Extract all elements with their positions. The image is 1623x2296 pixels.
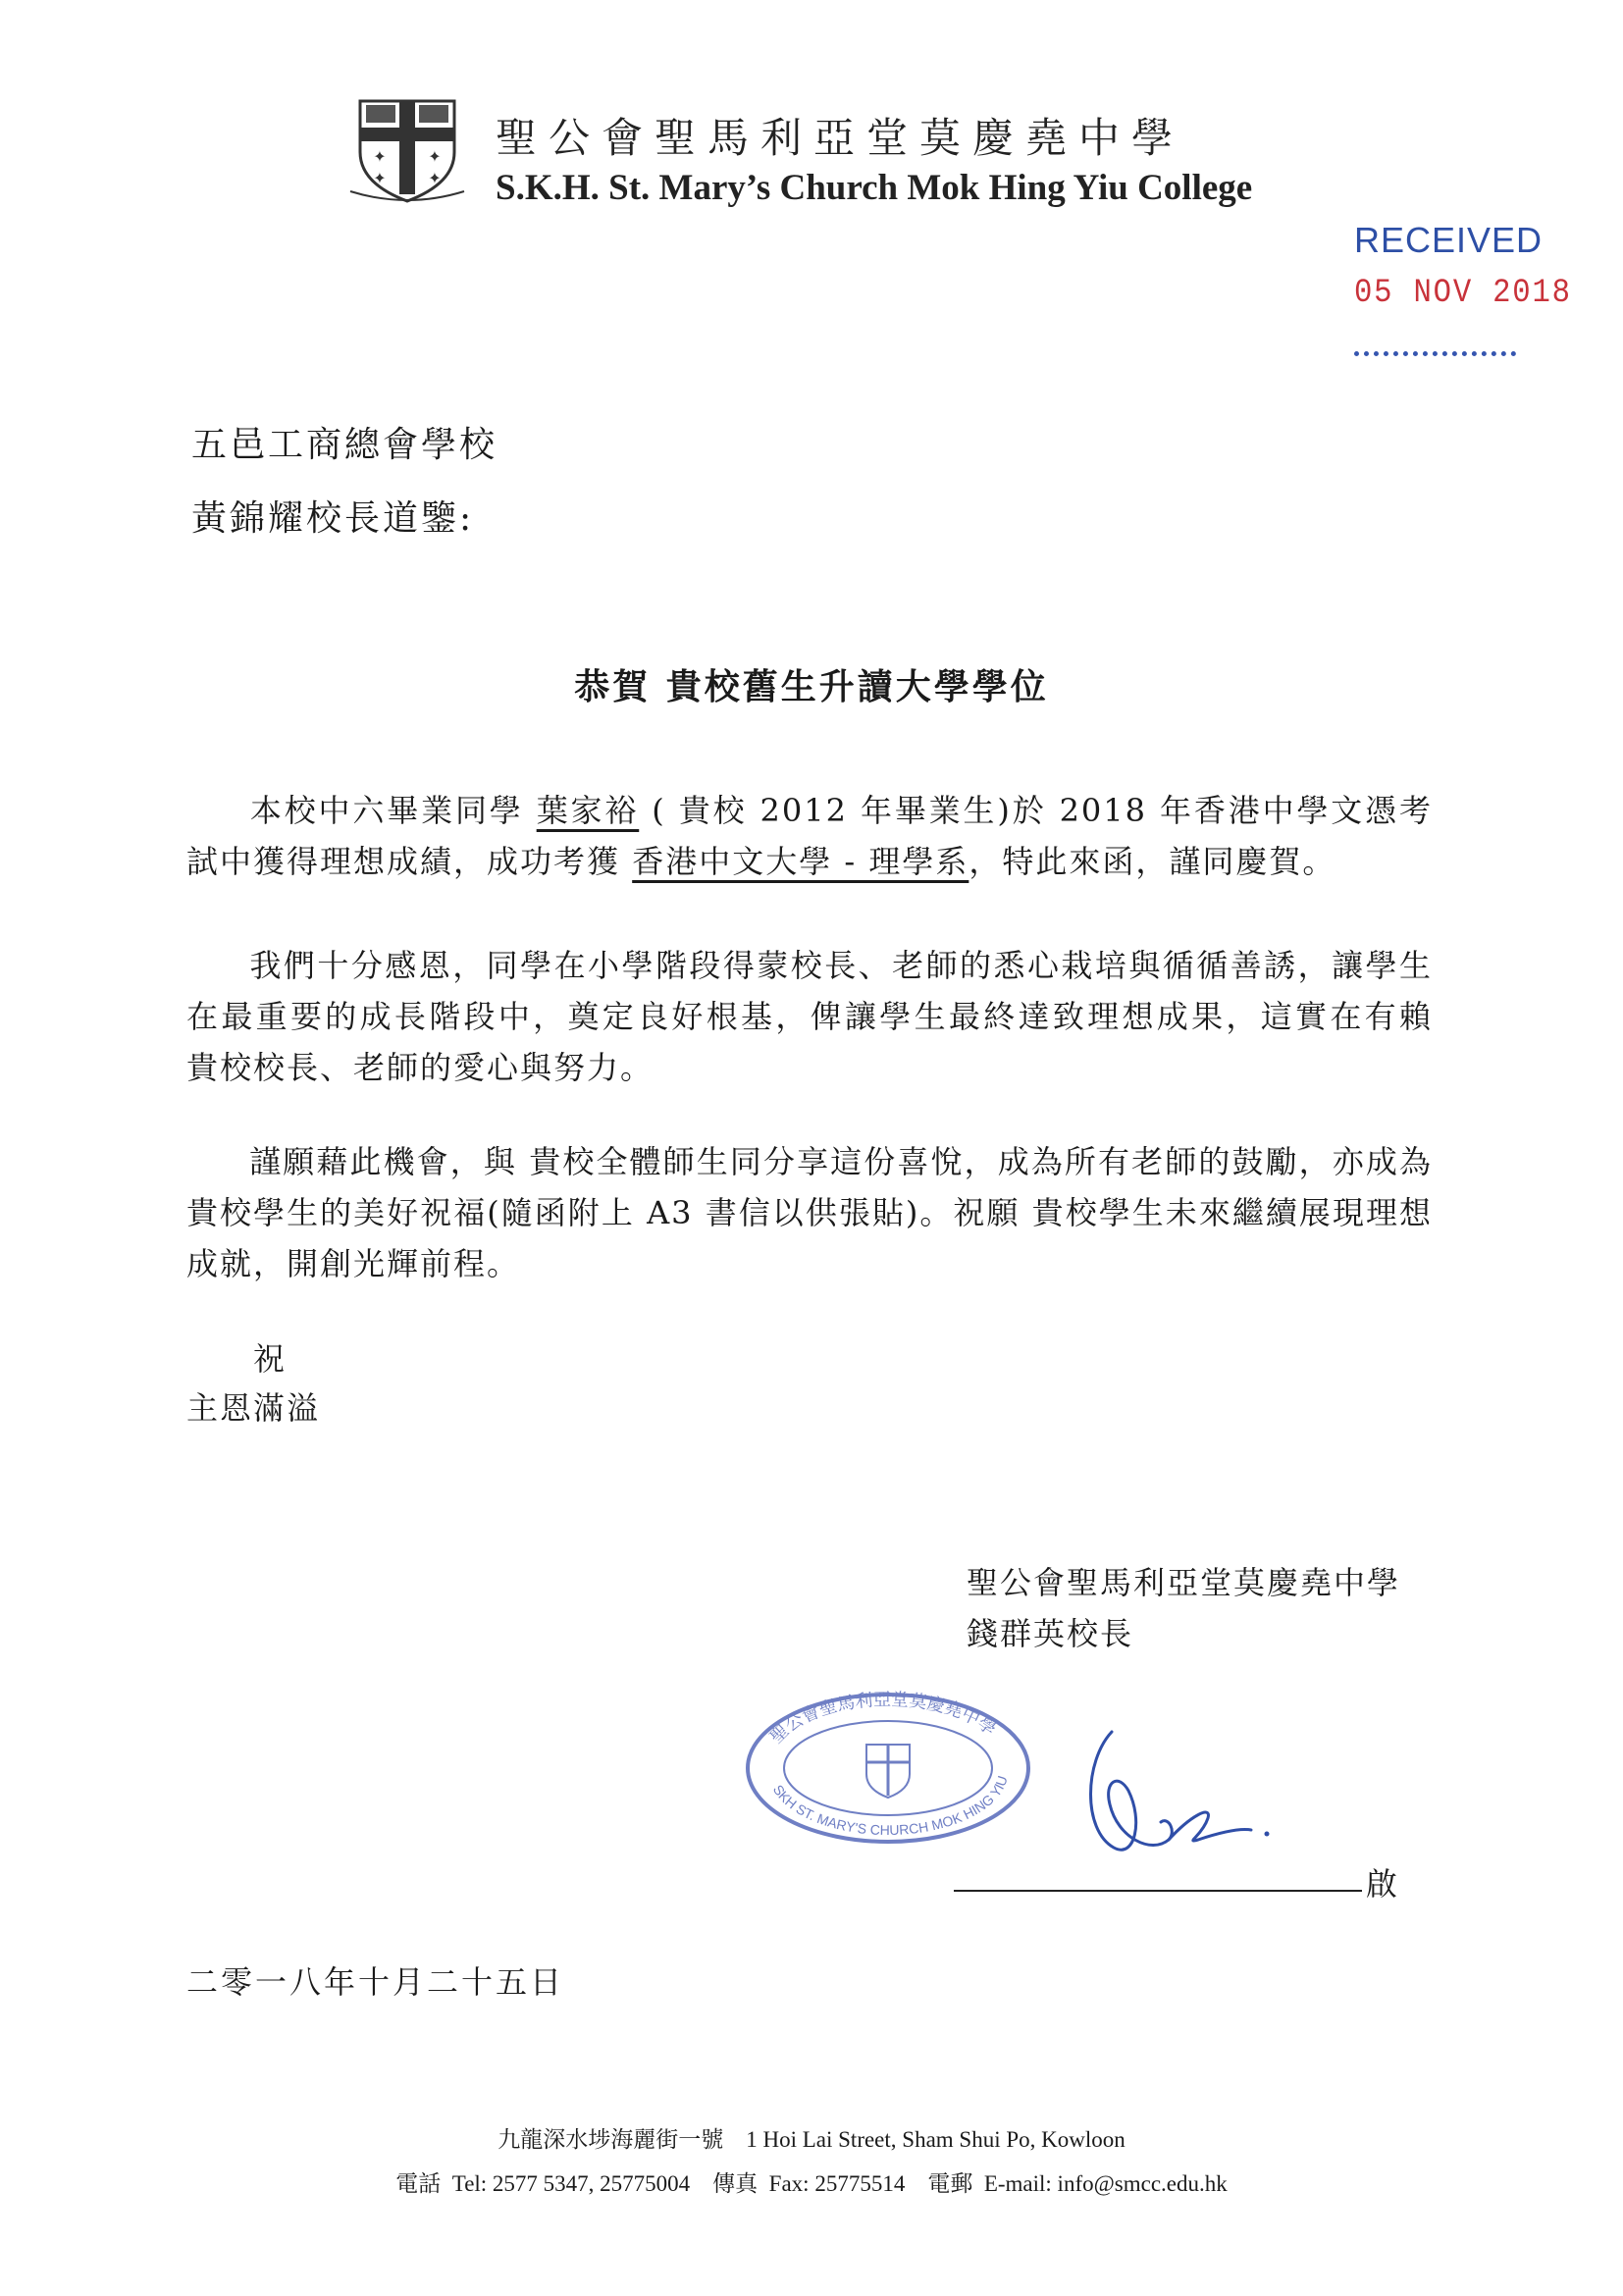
p3-text: 謹願藉此機會，與 貴校全體師生同分享這份喜悅，成為所有老師的鼓勵，亦成為 貴校學生的美好祝福(隨函附上 A3 書信以供張貼)。祝願 貴校學生未來繼續展現理想成就，開創光輝前程。	[186, 1143, 1433, 1282]
closing-line-1: 祝	[253, 1340, 288, 1378]
p1-text-a: 本校中六畢業同學	[249, 792, 524, 829]
handwritten-signature	[1074, 1722, 1281, 1874]
svg-text:✦: ✦	[428, 169, 442, 187]
body-paragraph-2	[186, 940, 1467, 1093]
university-programme: 香港中文大學 - 理學系	[632, 843, 969, 880]
signature-suffix: 啟	[1366, 1865, 1398, 1903]
school-name-chinese: 聖公會聖馬利亞堂莫慶堯中學	[496, 114, 1185, 162]
closing-line-2: 主恩滿溢	[186, 1389, 321, 1427]
addressee-principal: 黃錦耀校長道鑒:	[191, 498, 475, 539]
svg-text:聖公會聖馬利亞堂莫慶堯中學	[766, 1690, 1000, 1748]
svg-text:✦: ✦	[373, 147, 387, 166]
school-seal-stamp	[741, 1688, 1035, 1845]
student-name: 葉家裕	[536, 792, 640, 829]
letter-subject: 恭賀 貴校舊生升讀大學學位	[574, 666, 1049, 707]
received-stamp-date: 05 NOV 2018	[1354, 275, 1572, 312]
p1-text-c: ，特此來函，謹同慶賀。	[969, 843, 1336, 880]
footer-contact: 電話 Tel: 2577 5347, 25775004 傳真 Fax: 25775514 電郵 E-mail: info@smcc.edu.hk	[395, 2171, 1228, 2196]
sender-name: 錢群英校長	[967, 1615, 1134, 1652]
seal-english-text: SKH ST. MARY'S CHURCH MOK HING YIU	[769, 1773, 1011, 1839]
school-name-english: S.K.H. St. Mary’s Church Mok Hing Yiu College	[496, 168, 1253, 208]
school-crest-logo	[348, 93, 466, 206]
body-paragraph-1	[186, 785, 1433, 887]
p2-text: 我們十分感恩，同學在小學階段得蒙校長、老師的悉心栽培與循循善誘，讓學生在最重要的成長階段中，奠定良好根基，俾讓學生最終達致理想成果，這實在有賴 貴校校長、老師的愛心與努力。	[186, 947, 1467, 1086]
sender-school: 聖公會聖馬利亞堂莫慶堯中學	[967, 1564, 1401, 1601]
received-stamp-dotted-line	[1354, 351, 1516, 356]
body-paragraph-3	[186, 1136, 1433, 1289]
svg-text:✦: ✦	[428, 147, 442, 166]
footer-address: 九龍深水埗海麗街一號 1 Hoi Lai Street, Sham Shui Po, Kowloon	[497, 2127, 1126, 2152]
addressee-school: 五邑工商總會學校	[191, 425, 498, 465]
seal-chinese-text: 聖公會聖馬利亞堂莫慶堯中學	[765, 1689, 1000, 1748]
svg-text:✦: ✦	[373, 169, 387, 187]
p1-text-b: ( 貴校 2012 年畢業生)於 2018 年香港中學文憑考試中獲得理想成績，成功考獲	[186, 792, 1433, 880]
received-stamp-label: RECEIVED	[1354, 220, 1544, 260]
signature-line	[954, 1890, 1362, 1892]
letter-date: 二零一八年十月二十五日	[186, 1963, 565, 2001]
